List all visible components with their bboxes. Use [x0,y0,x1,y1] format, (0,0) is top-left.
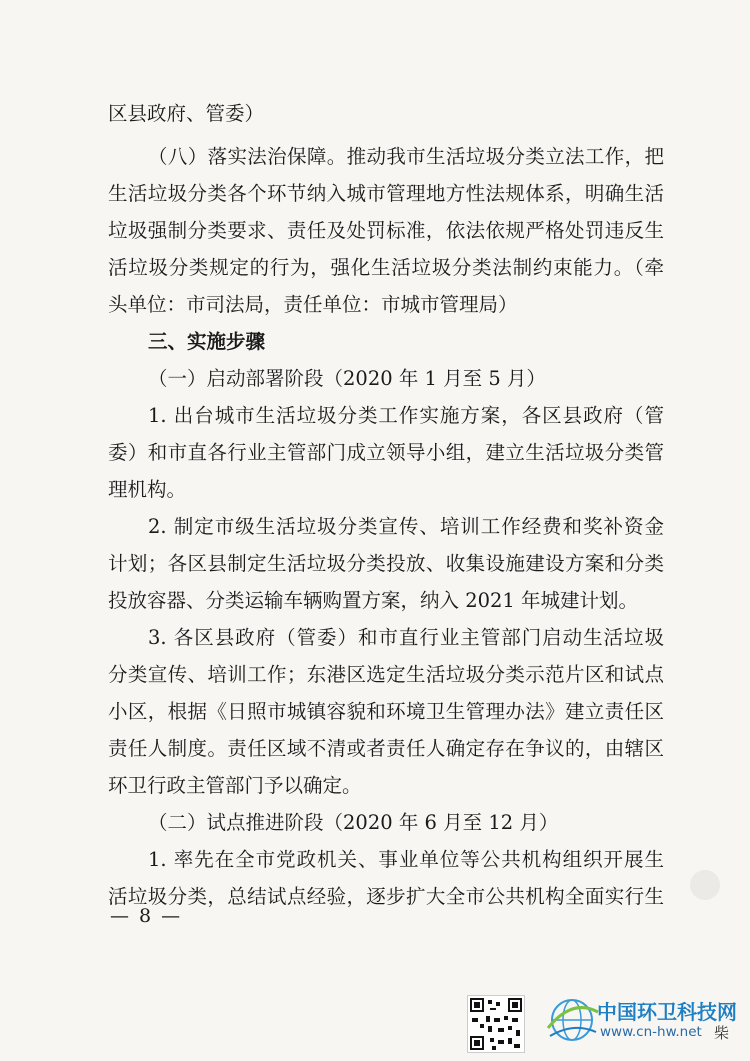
globe-logo-icon [544,992,602,1046]
text-line: 头单位：市司法局，责任单位：市城市管理局） [108,293,518,316]
text-line: （八）落实法治保障。推动我市生活垃圾分类立法工作，把 [148,145,664,168]
text-line: 活垃圾分类规定的行为，强化生活垃圾分类法制约束能力。（牵 [108,256,664,279]
subsection-heading: （一）启动部署阶段（2020 年 1 月至 5 月） [148,367,546,390]
site-url: www.cn-hw.net [600,1024,702,1040]
ink-blot [690,870,720,900]
site-footer [460,990,750,1061]
text-line: 计划；各区县制定生活垃圾分类投放、收集设施建设方案和分类 [108,552,664,575]
page-number: — 8 — [110,905,183,927]
text-line: 环卫行政主管部门予以确定。 [108,774,362,797]
text-line: 1. 率先在全市党政机关、事业单位等公共机构组织开展生 [148,848,664,871]
text-line: 区县政府、管委） [108,102,265,125]
site-brand-name: 中国环卫科技网 [597,1000,737,1024]
text-line: 生活垃圾分类各个环节纳入城市管理地方性法规体系，明确生活 [108,182,664,205]
text-line: 投放容器、分类运输车辆购置方案，纳入 2021 年城建计划。 [108,589,639,612]
text-line: 1. 出台城市生活垃圾分类工作实施方案，各区县政府（管 [148,404,664,427]
text-line: 3. 各区县政府（管委）和市直行业主管部门启动生活垃圾 [148,626,664,649]
text-line: 分类宣传、培训工作；东港区选定生活垃圾分类示范片区和试点 [108,663,664,686]
text-line: 2. 制定市级生活垃圾分类宣传、培训工作经费和奖补资金 [148,515,664,538]
subsection-heading: （二）试点推进阶段（2020 年 6 月至 12 月） [148,811,559,834]
text-line: 垃圾强制分类要求、责任及处罚标准，依法依规严格处罚违反生 [108,219,664,242]
qr-code-icon [467,995,525,1053]
text-line: 责任人制度。责任区域不清或者责任人确定存在争议的，由辖区 [108,737,664,760]
brand-mark: 柴 [714,1024,730,1042]
text-line: 理机构。 [108,478,187,501]
text-line: 小区，根据《日照市城镇容貌和环境卫生管理办法》建立责任区 [108,700,664,723]
section-heading: 三、实施步骤 [148,330,266,353]
text-line: 委）和市直各行业主管部门成立领导小组，建立生活垃圾分类管 [108,441,664,464]
text-line: 活垃圾分类，总结试点经验，逐步扩大全市公共机构全面实行生 [108,885,664,908]
